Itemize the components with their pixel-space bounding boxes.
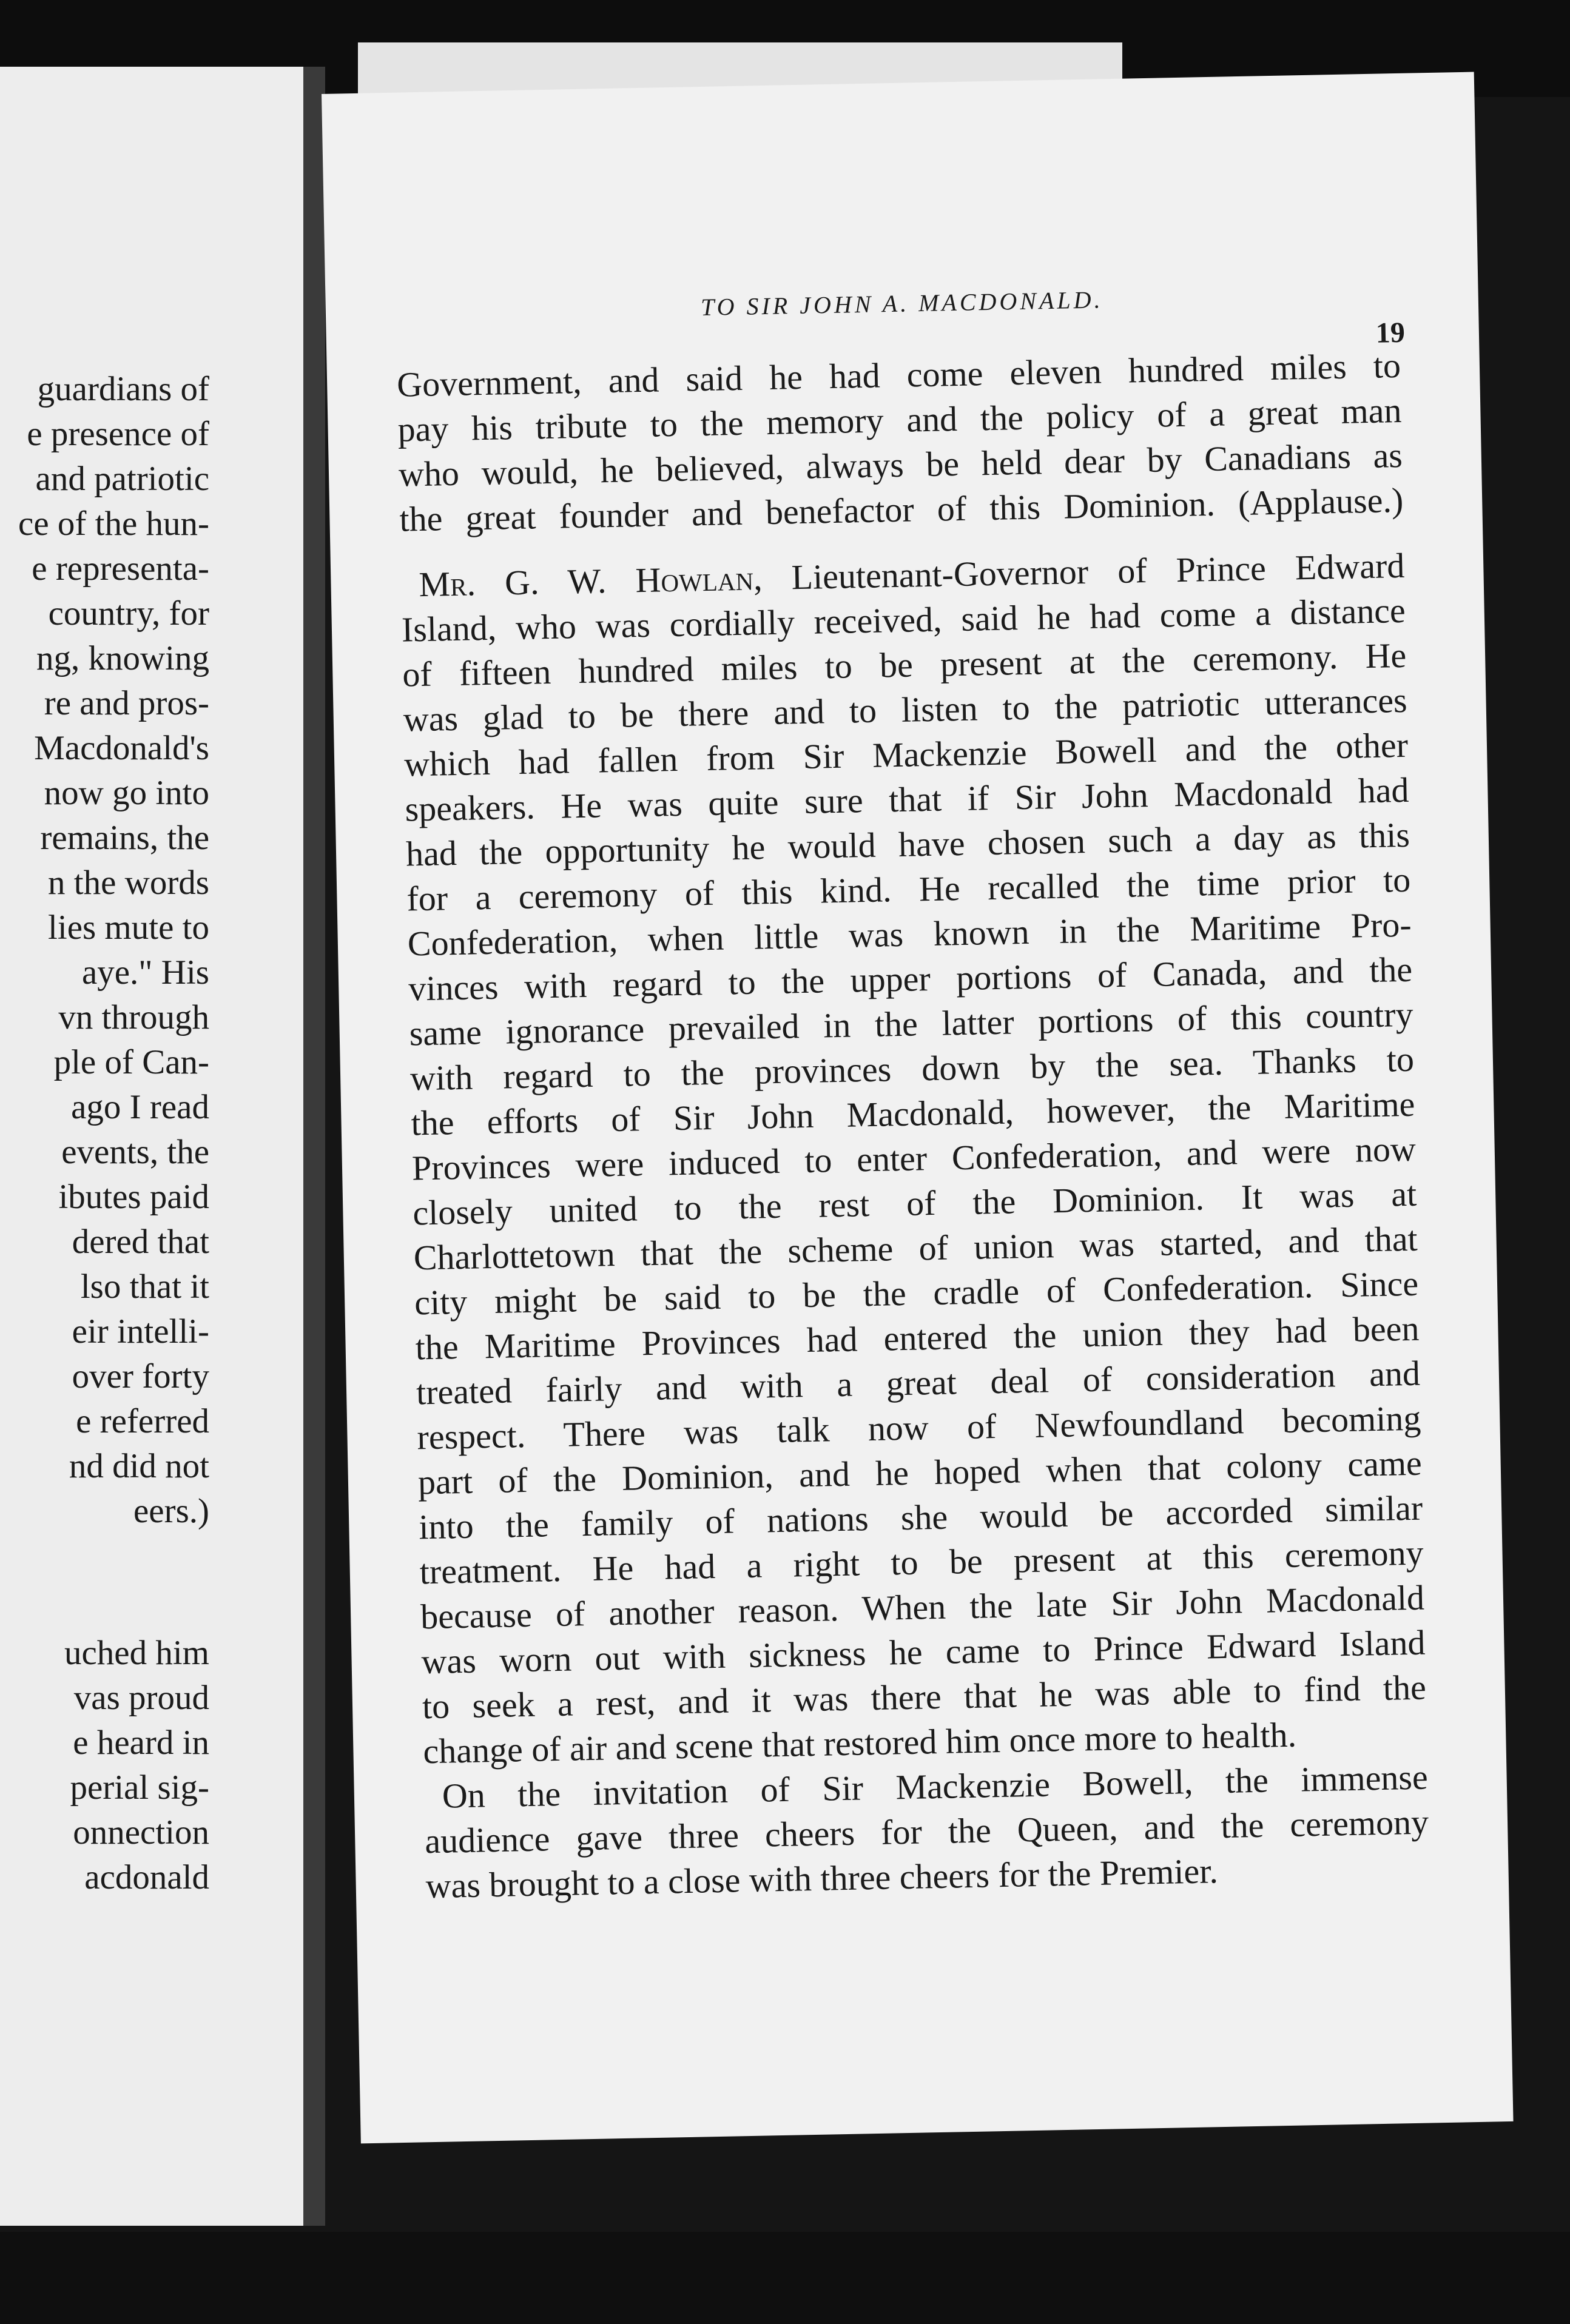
text-line: city might be said to be the cradle of Confederation. Since <box>414 1263 1419 1323</box>
text-line: the great founder and benefactor of this Dominion. (Applause.) <box>399 480 1404 539</box>
facing-line: now go into <box>44 774 209 812</box>
facing-line: over forty <box>72 1357 209 1395</box>
text-line: respect. There was talk now of Newfoundland becoming <box>416 1398 1421 1457</box>
text-line: part of the Dominion, and he hoped when that colony came <box>417 1443 1423 1502</box>
facing-page-text <box>0 367 209 1900</box>
text-line: was glad to be there and to listen to the patriotic utterances <box>403 680 1408 739</box>
text-line: Island, who was cordially received, said he had come a distance <box>401 590 1406 650</box>
text-line: Charlottetown that the scheme of union was started, and that <box>413 1218 1418 1278</box>
facing-line: onnection <box>73 1813 209 1852</box>
facing-line: ple of Can- <box>53 1043 209 1081</box>
text-line: vinces with regard to the upper portions of Canada, and the <box>408 949 1413 1009</box>
book-gutter <box>303 67 325 2226</box>
facing-line: lso that it <box>80 1268 209 1306</box>
speaker-name: Mr. G. W. Howlan, <box>418 558 763 605</box>
text-line: which had fallen from Sir Mackenzie Bowell and the other <box>403 725 1409 784</box>
facing-line: ng, knowing <box>36 639 209 677</box>
facing-line: guardians of <box>37 370 209 408</box>
text-line: On the invitation of Sir Mackenzie Bowell, the immense <box>442 1757 1429 1816</box>
text-line: the Maritime Provinces had entered the union they had been <box>415 1308 1420 1368</box>
facing-line: remains, the <box>40 819 209 857</box>
facing-line: vn through <box>58 998 209 1036</box>
text-line: speakers. He was quite sure that if Sir John Macdonald had <box>405 770 1409 829</box>
text-line-rest: Lieutenant-Governor of Prince Edward <box>761 545 1405 598</box>
facing-section-gap <box>0 1534 209 1631</box>
main-page <box>322 72 1514 2144</box>
text-line: Confederation, when little was known in the Maritime Pro- <box>407 904 1412 964</box>
text-line: Government, and said he had come eleven hundred miles to <box>396 345 1401 405</box>
facing-page-left <box>0 67 303 2226</box>
facing-line: aye." His <box>81 953 209 992</box>
text-line: with regard to the provinces down by the sea. Thanks to <box>409 1039 1415 1098</box>
body-text <box>397 343 1430 1909</box>
running-head: TO SIR JOHN A. MACDONALD. <box>700 286 1103 321</box>
facing-line: Macdonald's <box>34 729 209 767</box>
facing-line: uched him <box>64 1634 209 1672</box>
text-line: to seek a rest, and it was there that he was able to find the <box>422 1667 1427 1727</box>
text-line: because of another reason. When the late Sir John Macdonald <box>420 1577 1425 1637</box>
text-line: audience gave three cheers for the Queen, and the ceremony <box>424 1802 1429 1861</box>
facing-line: eir intelli- <box>72 1312 209 1351</box>
facing-line: dered that <box>72 1223 209 1261</box>
facing-line: nd did not <box>69 1447 209 1485</box>
text-line: was worn out with sickness he came to Prince Edward Island <box>421 1622 1426 1682</box>
page-number: 19 <box>1375 316 1406 349</box>
facing-line: e heard in <box>73 1724 209 1762</box>
facing-line: e presence of <box>27 415 209 453</box>
facing-line: e referred <box>76 1402 209 1440</box>
text-line: pay his tribute to the memory and the policy of a great man <box>397 390 1402 449</box>
text-line: treatment. He had a right to be present at this ceremony <box>419 1533 1424 1592</box>
text-line: into the family of nations she would be accorded similar <box>418 1488 1423 1547</box>
text-line: treated fairly and with a great deal of consideration and <box>416 1353 1421 1412</box>
text-line: had the opportunity he would have chosen such a day as this <box>405 814 1410 874</box>
facing-line: ce of the hun- <box>18 505 209 543</box>
text-line: of fifteen hundred miles to be present at the ceremony. He <box>402 635 1407 694</box>
facing-line: acdonald <box>84 1858 209 1896</box>
facing-line: vas proud <box>73 1679 209 1717</box>
scan-border-bottom <box>0 2232 1570 2324</box>
facing-line: re and pros- <box>44 684 209 722</box>
facing-line: and patriotic <box>35 460 209 498</box>
facing-line: e representa- <box>32 549 209 588</box>
facing-line: ago I read <box>71 1088 209 1126</box>
text-line: who would, he believed, always be held dear by Canadians as <box>398 435 1403 494</box>
facing-line: eers.) <box>133 1492 209 1530</box>
facing-line: events, the <box>61 1133 209 1171</box>
facing-line: lies mute to <box>48 908 209 947</box>
facing-line: n the words <box>48 864 209 902</box>
facing-line: country, for <box>48 594 209 633</box>
facing-line: ibutes paid <box>58 1178 209 1216</box>
text-line: same ignorance prevailed in the latter portions of this country <box>409 994 1414 1053</box>
text-line: change of air and scene that restored him once more to health. <box>422 1714 1297 1772</box>
text-line: for a ceremony of this kind. He recalled the time prior to <box>406 859 1411 919</box>
text-line: was brought to a close with three cheers for the Premier. <box>425 1851 1219 1906</box>
text-line: Provinces were induced to enter Confederation, and were now <box>411 1129 1417 1188</box>
text-line: closely united to the rest of the Dominion. It was at <box>412 1174 1417 1233</box>
text-line: the efforts of Sir John Macdonald, however, the Maritime <box>410 1084 1415 1143</box>
facing-line: perial sig- <box>70 1768 209 1807</box>
